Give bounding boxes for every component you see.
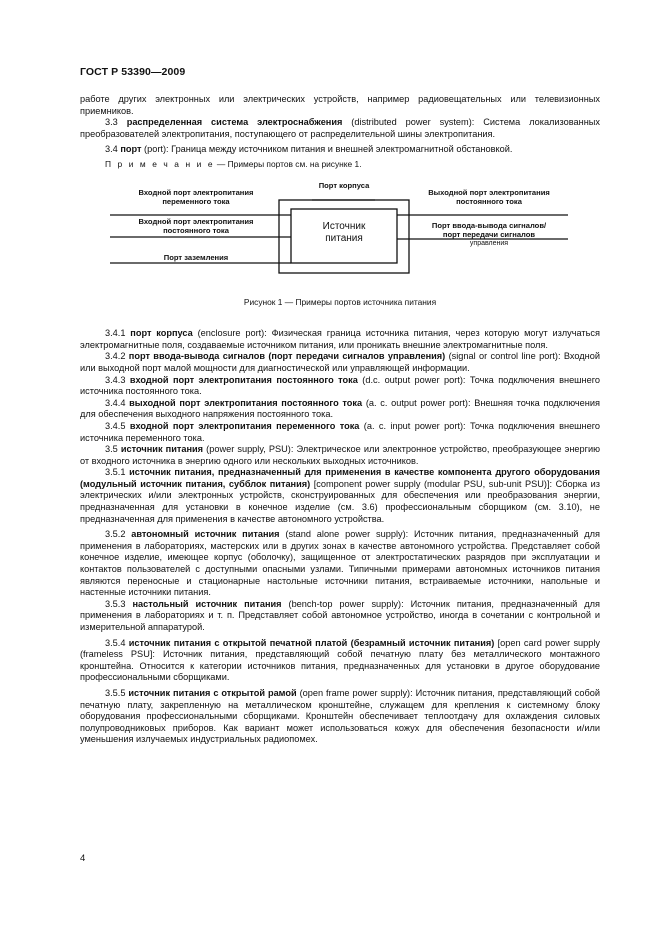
clause-3-4-2: [80, 351, 600, 374]
clause-number: 3.5.3: [105, 598, 126, 609]
note: [80, 159, 600, 171]
clause-number: 3.5.4: [105, 637, 126, 648]
clause-term: источник питания, предназначенный для применения в качестве компонента другого оборудования (модульный источник питания, субблок питания): [80, 467, 600, 489]
clause-term: порт ввода-вывода сигналов (порт передачи сигналов управления): [128, 351, 446, 362]
clause-text: (a. c. output power port): Внешняя точка подключения для обеспечения выходного напряжения постоянного тока.: [80, 397, 600, 420]
clause-number: 3.5.5: [105, 687, 126, 698]
clause-text: (open frame power supply): Источник питания, представляющий собой печатную плату, закрепленную на металлическом кронштейне, служащем для крепления к системному блоку оборудования профессиональными сборщиками. Кронштейн обеспечивает теплоотдачу для охлаждения силовых полупроводниковых приборов. Как вариант может использоваться кожух для обеспечения безопасности и/или уменьшения излучаемых индустриальных радиопомех.: [80, 687, 600, 745]
dc-output-label-line2: постоянного тока: [456, 196, 522, 206]
clause-text: (port): Граница между источником питания и внешней электромагнитной обстановкой.: [141, 144, 513, 155]
clause-number: 3.4.5: [105, 420, 126, 431]
clause-term: источник питания: [120, 444, 204, 455]
dc-output-label: [414, 188, 564, 206]
clause-term: выходной порт электропитания постоянного тока: [129, 397, 363, 408]
clause-number: 3.5.2: [105, 529, 126, 540]
clause-3-5-5: [80, 688, 600, 746]
clause-text: (stand alone power supply): Источник питания, предназначенный для применения в лабораториях, мастерских или в других зонах в качестве автономного устройства. Представляет собой конечное изделие, имеющее корпус (оболочку), защищенное от электростатических разрядов при эксплуатации и контактов пользователей с доступными опасными узлами. Типичными примерами автономных источников питания являются переносные и стационарные настольные источники питания, встраиваемые источники, напольные и настенные источники питания.: [80, 529, 600, 598]
clause-text: [component power supply (modular PSU, sub-unit PSU)]: Сборка из электрических и/или электронных устройств, сконструированных для обеспечения или преобразования энергии, предназначенная для установки в конечное изделие (см. 3.6) профессиональным сборщиком (см. 3.10), не предназначенная для применения в качестве автономного устройства.: [80, 478, 600, 524]
clause-number: 3.4.1: [105, 328, 126, 339]
clause-number: 3.4: [105, 144, 118, 155]
enclosure-port-label: Порт корпуса: [318, 180, 370, 190]
clause-number: 3.4.4: [105, 397, 126, 408]
clause-3-4: [80, 144, 600, 156]
clause-term: источник питания с открытой печатной платой (безрамный источник питания): [128, 637, 495, 648]
signal-port-label: [414, 221, 564, 248]
clause-text: (signal or control line port): Входной или выходной порт малой мощности для диагностической или управляющей информации.: [80, 351, 600, 373]
figure-caption: Рисунок 1 — Примеры портов источника питания: [243, 296, 437, 307]
clause-term: входной порт электропитания постоянного тока: [129, 374, 358, 385]
clause-3-3: [80, 117, 600, 140]
clause-3-4-4: [80, 398, 600, 421]
clause-number: 3.5.1: [105, 467, 126, 478]
body-text: [80, 94, 600, 746]
dc-input-label: [116, 217, 276, 235]
ac-input-label: [116, 188, 276, 206]
page-number: 4: [80, 853, 86, 864]
note-text: — Примеры портов см. на рисунке 1.: [214, 158, 362, 169]
page-header: ГОСТ Р 53390—2009: [80, 66, 186, 78]
ac-input-label-line2: переменного тока: [162, 196, 230, 206]
note-label: П р и м е ч а н и е: [105, 158, 215, 169]
power-supply-label: [300, 221, 388, 245]
clause-3-5-1: [80, 467, 600, 525]
figure-1: [80, 179, 600, 291]
clause-3-5-2: [80, 529, 600, 599]
clause-3-4-3: [80, 375, 600, 398]
dc-input-label-line2: постоянного тока: [163, 225, 229, 235]
clause-3-5: [80, 444, 600, 467]
clause-term: настольный источник питания: [132, 598, 282, 609]
clause-3-5-4: [80, 638, 600, 684]
dc-output-label-line1: Выходной порт электропитания: [428, 187, 550, 197]
clause-term: автономный источник питания: [131, 529, 280, 540]
clause-term: порт: [120, 144, 142, 155]
intro-paragraph: работе других электронных или электрических устройств, например радиовещательных или телевизионных приемников.: [80, 94, 600, 116]
clause-text: [open card power supply (frameless PSU]: Источник питания, представляющий собой печатную плату без металлического монтажного кронштейна. Относится к категории источников питания, предназначенных для установки в другое оборудование профессиональными сборщиками.: [80, 637, 601, 683]
ac-input-label-line1: Входной порт электропитания: [138, 187, 254, 197]
clause-number: 3.4.3: [105, 374, 126, 385]
clause-text: (enclosure port): Физическая граница источника питания, через которую могут излучаться электромагнитные поля, создаваемые источником питания, или проникать внешние электромагнитные поля.: [80, 328, 600, 350]
clause-text: (distributed power system): Система локализованных преобразователей электропитания, поступающего от распределительной шины электропитания.: [80, 117, 600, 139]
clause-3-5-3: [80, 599, 600, 634]
signal-label-line1: Порт ввода-вывода сигналов/: [431, 220, 547, 230]
signal-label-line2: порт передачи сигналов: [442, 229, 536, 239]
dc-input-label-line1: Входной порт электропитания: [138, 216, 254, 226]
clause-text: (bench-top power supply): Источник питания, предназначенный для применения в лабораториях и т. п. Представляет собой автономное устройство, иногда в сочетании с контрольной и измерительной аппаратурой.: [80, 598, 600, 632]
box-label-line1: Источник: [322, 220, 366, 232]
clause-3-4-5: [80, 421, 600, 444]
clause-number: 3.4.2: [105, 351, 126, 362]
clause-term: входной порт электропитания переменного тока: [129, 420, 360, 431]
earth-port-label: Порт заземления: [163, 252, 229, 262]
clause-term: порт корпуса: [130, 328, 193, 339]
clause-text: (d.c. output power port): Точка подключения внешнего источника постоянного тока.: [80, 374, 600, 397]
clause-number: 3.3: [105, 117, 118, 128]
clause-term: источник питания с открытой рамой: [128, 687, 297, 698]
clause-term: распределенная система электроснабжения: [126, 117, 343, 128]
clause-number: 3.5: [105, 444, 118, 455]
clause-text: (power supply, PSU): Электрическое или электронное устройство, преобразующее энергию от входного источника в энергию одного или нескольких выходных источников.: [80, 444, 600, 466]
box-label-line2: питания: [325, 232, 363, 244]
clause-3-4-1: [80, 328, 600, 351]
clause-text: (a. c. input power port): Точка подключения внешнего источника переменного тока.: [80, 420, 600, 443]
signal-label-line3: управления: [469, 239, 509, 247]
